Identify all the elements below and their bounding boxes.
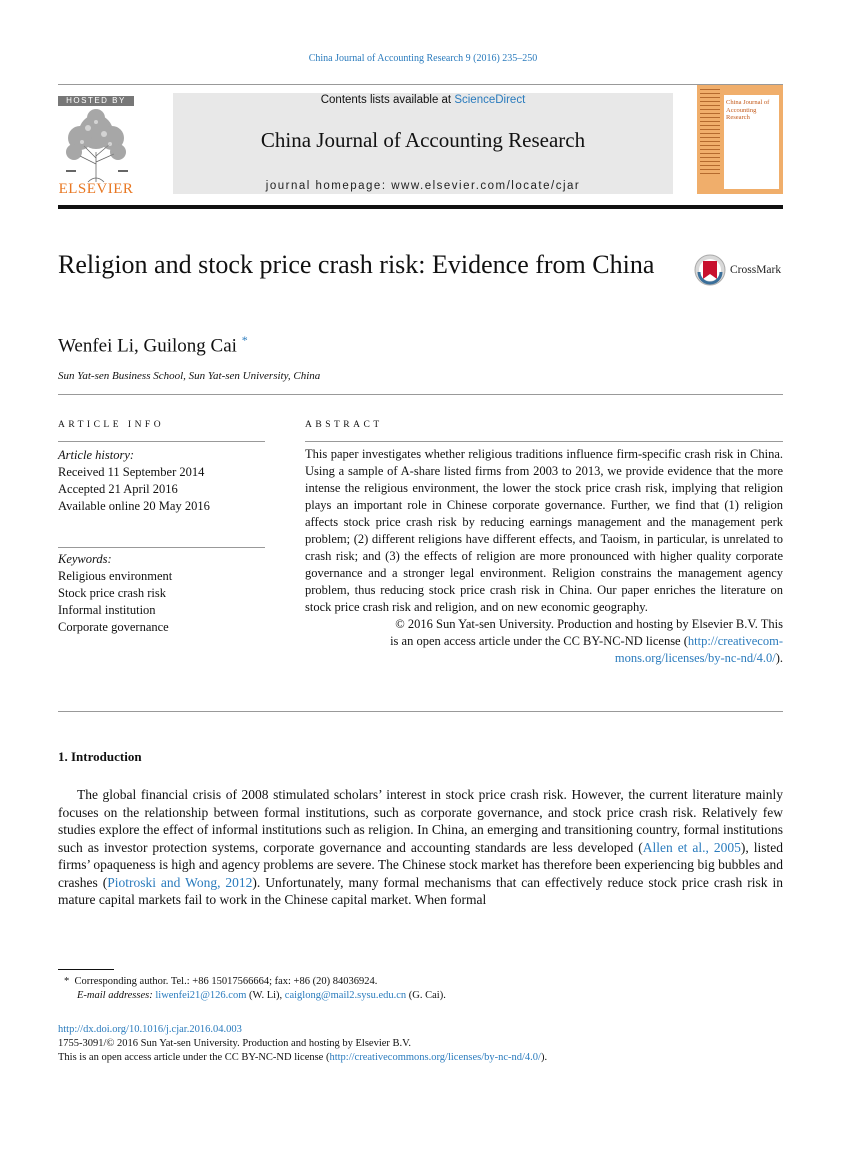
- keyword: Informal institution: [58, 603, 156, 617]
- cover-panel: [724, 95, 779, 189]
- contents-prefix: Contents lists available at: [320, 94, 455, 106]
- email-line: [58, 989, 446, 1003]
- corresponding-author-note: [58, 975, 446, 989]
- email-link[interactable]: caiglong@mail2.sysu.edu.cn: [284, 990, 407, 1001]
- journal-cover: [697, 85, 783, 194]
- abstract-rule: [305, 441, 783, 442]
- contents-line: [173, 94, 673, 106]
- license-prefix: This is an open access article under the CC BY-NC-ND license (: [58, 1052, 330, 1063]
- keyword: Stock price crash risk: [58, 586, 166, 600]
- crossmark-icon[interactable]: [694, 254, 726, 286]
- license-link[interactable]: http://creativecommons.org/licenses/by-nc-nd/4.0/: [329, 1052, 541, 1063]
- info-top-rule: [58, 394, 783, 395]
- footnote-rule: [58, 969, 114, 970]
- email-label: E-mail addresses:: [77, 990, 153, 1001]
- running-header[interactable]: China Journal of Accounting Research 9 (2016) 235–250: [308, 53, 538, 64]
- article-info-rule: [58, 441, 265, 442]
- intro-text: ). Unfortunately, many formal mechanisms that can effectively reduce stock price crash risk in mature capital markets fail to work in the Chinese capital market. When formal: [58, 874, 783, 907]
- intro-text: ), listed firms’ opaqueness is high and agency problems are severe. The Chinese stock market has therefore been experiencing big bubbles and crashes (: [58, 839, 784, 890]
- article-info-heading: ARTICLE INFO: [58, 420, 165, 430]
- authors: [58, 333, 248, 357]
- license-suffix: ).: [540, 1052, 548, 1063]
- citation-link[interactable]: Piotroski and Wong, 2012: [107, 874, 253, 890]
- cover-text-lines: [700, 89, 720, 177]
- article-history: [58, 447, 210, 515]
- section-heading: 1. Introduction: [58, 749, 142, 764]
- keyword: Religious environment: [58, 569, 173, 583]
- crossmark-label[interactable]: CrossMark: [730, 264, 782, 276]
- cc-license-link[interactable]: http://creativecom-: [687, 634, 783, 648]
- rights-suffix: ).: [775, 651, 783, 665]
- accepted-date: Accepted 21 April 2016: [58, 482, 178, 496]
- license-line: [58, 1051, 547, 1065]
- online-date: Available online 20 May 2016: [58, 499, 210, 513]
- author-names: Wenfei Li, Guilong Cai: [58, 335, 237, 357]
- cc-license-link-cont[interactable]: mons.org/licenses/by-nc-nd/4.0/: [614, 651, 776, 665]
- keywords-label: Keywords:: [58, 552, 112, 566]
- abstract-rights-line-1: © 2016 Sun Yat-sen University. Production and hosting by Elsevier B.V. This: [395, 617, 783, 631]
- keywords-rule: [58, 547, 265, 548]
- intro-text: The global financial crisis of 2008 stimulated scholars’ interest in stock price crash risk. However, the current literature mainly focuses on the relationship between formal institutions, such as corporate governance, and stock price crash risk. Relatively few studies explore the effect of informal institutions such as religion. In China, an emerging and transitioning country, formal institutions such as investor protection systems, corporate governance and accounting standards are less developed (: [58, 787, 783, 855]
- email-owner: (W. Li),: [246, 990, 285, 1001]
- elsevier-wordmark: ELSEVIER: [58, 181, 134, 197]
- abstract-bottom-rule: [58, 711, 783, 712]
- journal-title: China Journal of Accounting Research: [260, 128, 586, 152]
- email-owner: (G. Cai).: [406, 990, 446, 1001]
- citation-link[interactable]: Allen et al., 2005: [642, 839, 741, 855]
- elsevier-tree-logo: [58, 108, 134, 184]
- abstract-heading: ABSTRACT: [305, 420, 383, 430]
- introduction-paragraph: [58, 786, 783, 909]
- corresponding-author-mark[interactable]: *: [241, 333, 248, 347]
- cover-title: China Journal of Accounting Research: [726, 99, 770, 121]
- publication-info: [58, 1023, 547, 1065]
- keywords: [58, 551, 172, 636]
- corresponding-text: Corresponding author. Tel.: +86 15017566664; fax: +86 (20) 84036924.: [74, 976, 378, 987]
- article-title: Religion and stock price crash risk: Evidence from China: [58, 250, 655, 279]
- abstract: [305, 446, 783, 667]
- received-date: Received 11 September 2014: [58, 465, 205, 479]
- email-link[interactable]: liwenfei21@126.com: [155, 990, 247, 1001]
- footnote: [58, 975, 446, 1003]
- journal-homepage[interactable]: journal homepage: www.elsevier.com/locate/cjar: [265, 180, 581, 192]
- rights-prefix: is an open access article under the CC BY-NC-ND license (: [390, 634, 688, 648]
- abstract-rights-line-2: [305, 633, 783, 650]
- sciencedirect-link[interactable]: ScienceDirect: [454, 94, 526, 106]
- header-rule: [58, 84, 783, 85]
- abstract-rights-line-3: [305, 650, 783, 667]
- keyword: Corporate governance: [58, 620, 169, 634]
- issn-line: 1755-3091/© 2016 Sun Yat-sen University. Production and hosting by Elsevier B.V.: [58, 1038, 412, 1049]
- hosted-by-label: HOSTED BY: [58, 96, 134, 106]
- affiliation: Sun Yat-sen Business School, Sun Yat-sen University, China: [58, 370, 321, 382]
- article-history-label: Article history:: [58, 448, 135, 462]
- masthead-rule: [58, 205, 783, 209]
- footnote-mark: *: [64, 976, 70, 987]
- doi-link[interactable]: http://dx.doi.org/10.1016/j.cjar.2016.04.003: [58, 1024, 242, 1035]
- abstract-text: This paper investigates whether religious traditions influence firm-specific crash risk in China. Using a sample of A-share listed firms from 2003 to 2013, we provide evidence that the more intense the religious environment, the lower the stock price crash risk, implying that religion plays an important role in Chinese corporate governance. Further, we find that (1) religion affects stock price crash risk by reducing earnings management and the management perk problem; (2) different religions have different effects, and Taoism, in particular, is unrelated to crash risk; and (3) the effects of religion are more pronounced with higher quality corporate governance and a stronger legal environment. Religion constrains the management agency problem, thus reducing stock price crash risk in China. Our paper enriches the literature on stock price crash risk and religion, and on new economic geography.: [305, 447, 783, 614]
